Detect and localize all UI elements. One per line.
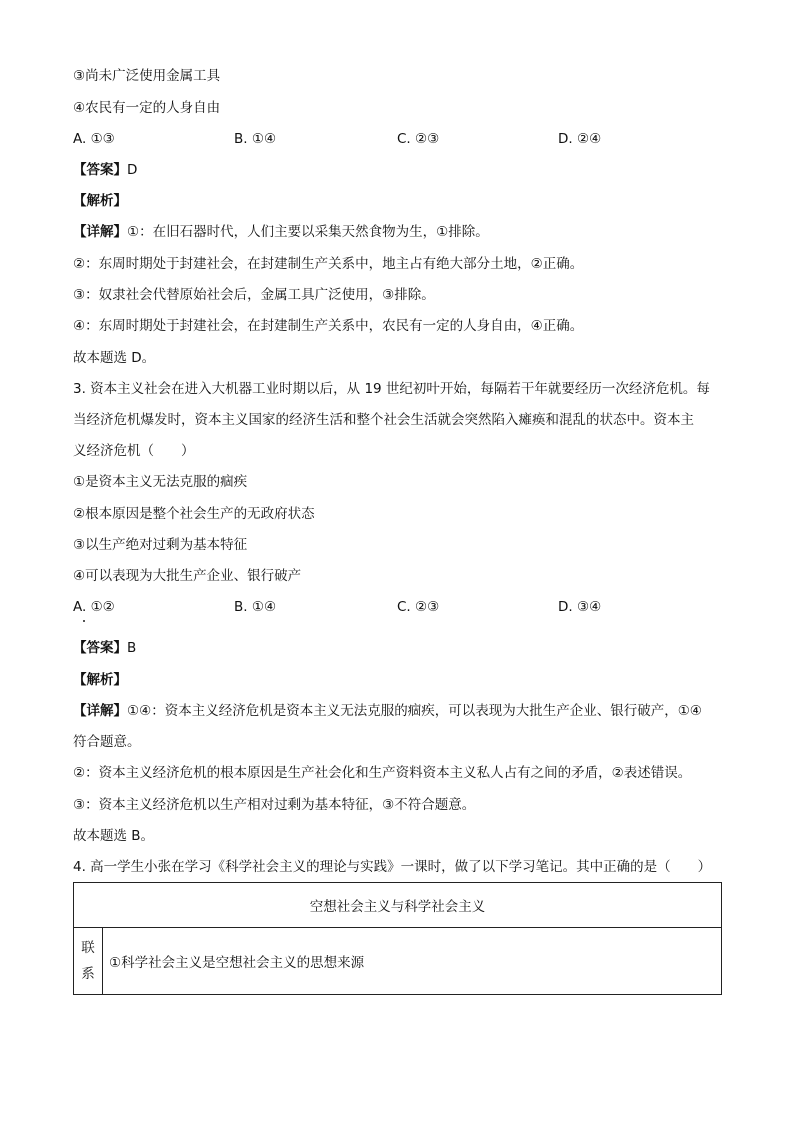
q3-detail-2: ②：资本主义经济危机的根本原因是生产社会化和生产资料资本主义私人占有之间的矛盾，②表述错误。 bbox=[73, 765, 692, 781]
detail-tag: 【详解】 bbox=[73, 703, 127, 719]
q3-detail-1 bbox=[73, 701, 702, 721]
study-notes-table bbox=[73, 882, 722, 995]
q2-option-a: A. ①③ bbox=[73, 131, 115, 147]
stray-dot bbox=[83, 620, 85, 622]
q3-detail-1-cont: 符合题意。 bbox=[73, 734, 141, 750]
q2-option-c: C. ②③ bbox=[397, 131, 440, 147]
answer-value: B bbox=[127, 640, 137, 656]
q2-option-d: D. ②④ bbox=[558, 131, 602, 147]
detail-text: ①④：资本主义经济危机是资本主义无法克服的痼疾，可以表现为大批生产企业、银行破产，①④ bbox=[127, 703, 702, 719]
q3-item-2: ②根本原因是整个社会生产的无政府状态 bbox=[73, 506, 315, 522]
q3-detail-3: ③：资本主义经济危机以生产相对过剩为基本特征，③不符合题意。 bbox=[73, 797, 476, 813]
table-side-label bbox=[74, 928, 103, 995]
side-label-char-1: 联 bbox=[81, 940, 95, 956]
detail-tag: 【详解】 bbox=[73, 224, 127, 240]
q2-analysis-tag: 【解析】 bbox=[73, 193, 127, 209]
q4-stem: 4. 高一学生小张在学习《科学社会主义的理论与实践》一课时，做了以下学习笔记。其中正确的是（ ） bbox=[73, 859, 712, 875]
q3-option-b: B. ①④ bbox=[234, 599, 277, 615]
q2-item-4: ④农民有一定的人身自由 bbox=[73, 100, 221, 116]
table-cell-row-1: ①科学社会主义是空想社会主义的思想来源 bbox=[103, 928, 722, 995]
q3-item-4: ④可以表现为大批生产企业、银行破产 bbox=[73, 568, 302, 584]
q2-answer bbox=[73, 160, 137, 180]
q3-answer bbox=[73, 638, 136, 658]
q3-conclusion: 故本题选 B。 bbox=[73, 828, 155, 844]
q3-item-1: ①是资本主义无法克服的痼疾 bbox=[73, 474, 248, 490]
table-header: 空想社会主义与科学社会主义 bbox=[74, 883, 722, 928]
q3-option-a: A. ①② bbox=[73, 599, 115, 615]
q2-item-3: ③尚未广泛使用金属工具 bbox=[73, 68, 221, 84]
q3-option-c: C. ②③ bbox=[397, 599, 440, 615]
q2-option-b: B. ①④ bbox=[234, 131, 277, 147]
q3-option-d: D. ③④ bbox=[558, 599, 602, 615]
answer-value: D bbox=[127, 162, 138, 178]
q2-conclusion: 故本题选 D。 bbox=[73, 350, 156, 366]
q3-item-3: ③以生产绝对过剩为基本特征 bbox=[73, 537, 248, 553]
answer-tag: 【答案】 bbox=[73, 162, 127, 178]
q3-stem-line-2: 当经济危机爆发时，资本主义国家的经济生活和整个社会生活就会突然陷入瘫痪和混乱的状态中。资本主 bbox=[73, 412, 694, 428]
answer-tag: 【答案】 bbox=[73, 640, 127, 656]
q3-analysis-tag: 【解析】 bbox=[73, 672, 127, 688]
q2-detail-3: ③：奴隶社会代替原始社会后，金属工具广泛使用，③排除。 bbox=[73, 287, 435, 303]
q3-stem-line-3: 义经济危机（ ） bbox=[73, 443, 195, 459]
q2-detail-2: ②：东周时期处于封建社会，在封建制生产关系中，地主占有绝大部分土地，②正确。 bbox=[73, 256, 584, 272]
q3-options bbox=[73, 597, 723, 617]
q2-detail-4: ④：东周时期处于封建社会，在封建制生产关系中，农民有一定的人身自由，④正确。 bbox=[73, 318, 584, 334]
side-label-char-2: 系 bbox=[81, 966, 95, 982]
q2-detail-1 bbox=[73, 222, 489, 242]
q3-stem-line-1: 3. 资本主义社会在进入大机器工业时期以后，从 19 世纪初叶开始，每隔若干年就要经历一次经济危机。每 bbox=[73, 381, 710, 397]
q2-options bbox=[73, 129, 723, 149]
detail-text: ①：在旧石器时代，人们主要以采集天然食物为生，①排除。 bbox=[127, 224, 489, 240]
